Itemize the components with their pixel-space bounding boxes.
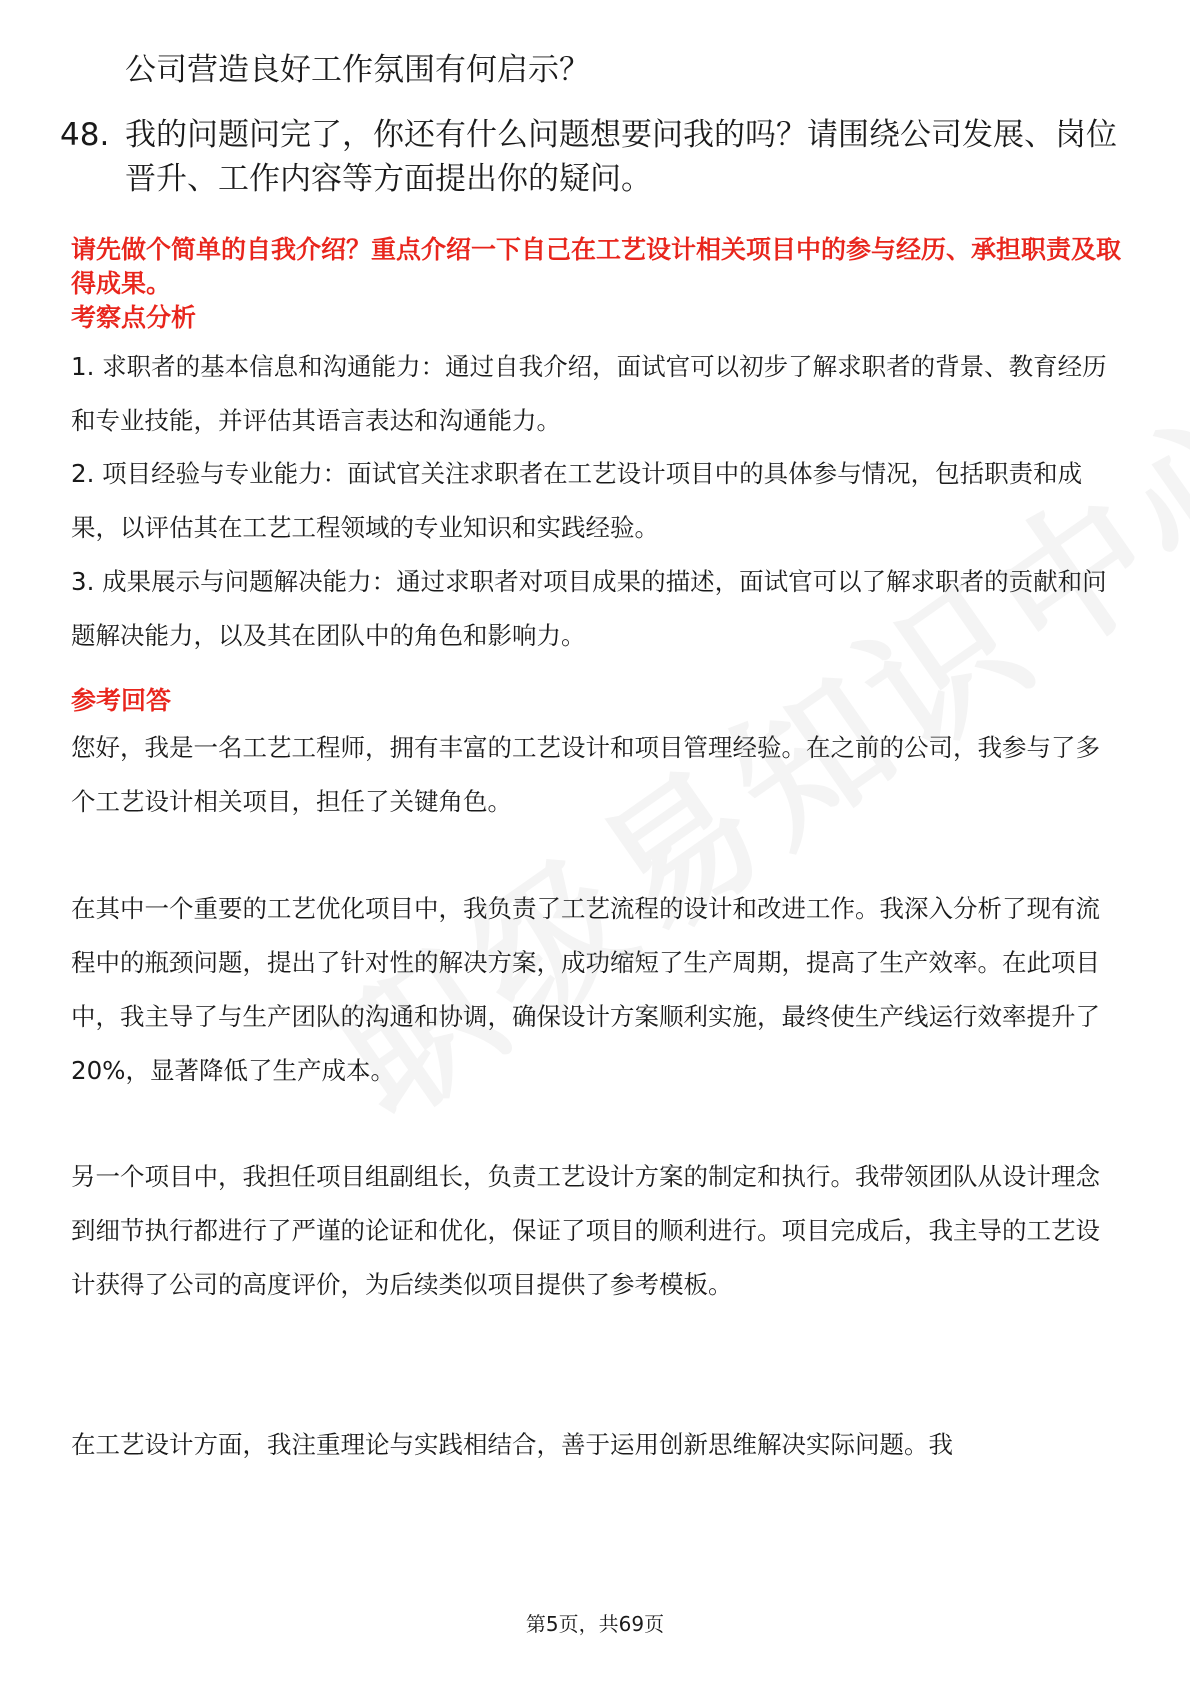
page-footer: 第5页，共69页 xyxy=(525,1612,665,1636)
analysis-point-3: 3. 成果展示与问题解决能力：通过求职者对项目成果的描述，面试官可以了解求职者的贡献和问题解决能力，以及其在团队中的角色和影响力。 xyxy=(71,567,1107,650)
interview-question: 请先做个简单的自我介绍？重点介绍一下自己在工艺设计相关项目中的参与经历、承担职责及取得成果。 xyxy=(71,235,1122,298)
previous-question-continuation: 公司营造良好工作氛围有何启示？ xyxy=(125,52,590,88)
question-text: 我的问题问完了，你还有什么问题想要问我的吗？请围绕公司发展、岗位晋升、工作内容等方面提出你的疑问。 xyxy=(125,117,1117,197)
answer-heading: 参考回答 xyxy=(71,686,172,715)
answer-paragraph-3: 另一个项目中，我担任项目组副组长，负责工艺设计方案的制定和执行。我带领团队从设计理念到细节执行都进行了严谨的论证和优化，保证了项目的顺利进行。项目完成后，我主导的工艺设计获得了公司的高度评价，为后续类似项目提供了参考模板。 xyxy=(71,1162,1100,1299)
answer-paragraph-4: 在工艺设计方面，我注重理论与实践相结合，善于运用创新思维解决实际问题。我 xyxy=(71,1430,953,1459)
analysis-point-1: 1. 求职者的基本信息和沟通能力：通过自我介绍，面试官可以初步了解求职者的背景、教育经历和专业技能，并评估其语言表达和沟通能力。 xyxy=(71,352,1107,435)
analysis-point-2: 2. 项目经验与专业能力：面试官关注求职者在工艺设计项目中的具体参与情况，包括职责和成果，以评估其在工艺工程领域的专业知识和实践经验。 xyxy=(71,459,1083,542)
answer-paragraph-1: 您好，我是一名工艺工程师，拥有丰富的工艺设计和项目管理经验。在之前的公司，我参与了多个工艺设计相关项目，担任了关键角色。 xyxy=(71,733,1100,816)
question-number: 48. xyxy=(60,117,110,153)
answer-paragraph-2: 在其中一个重要的工艺优化项目中，我负责了工艺流程的设计和改进工作。我深入分析了现有流程中的瓶颈问题，提出了针对性的解决方案，成功缩短了生产周期，提高了生产效率。在此项目中，我主导了与生产团队的沟通和协调，确保设计方案顺利实施，最终使生产线运行效率提升了20%，显著降低了生产成本。 xyxy=(71,894,1100,1085)
analysis-heading: 考察点分析 xyxy=(71,303,197,332)
